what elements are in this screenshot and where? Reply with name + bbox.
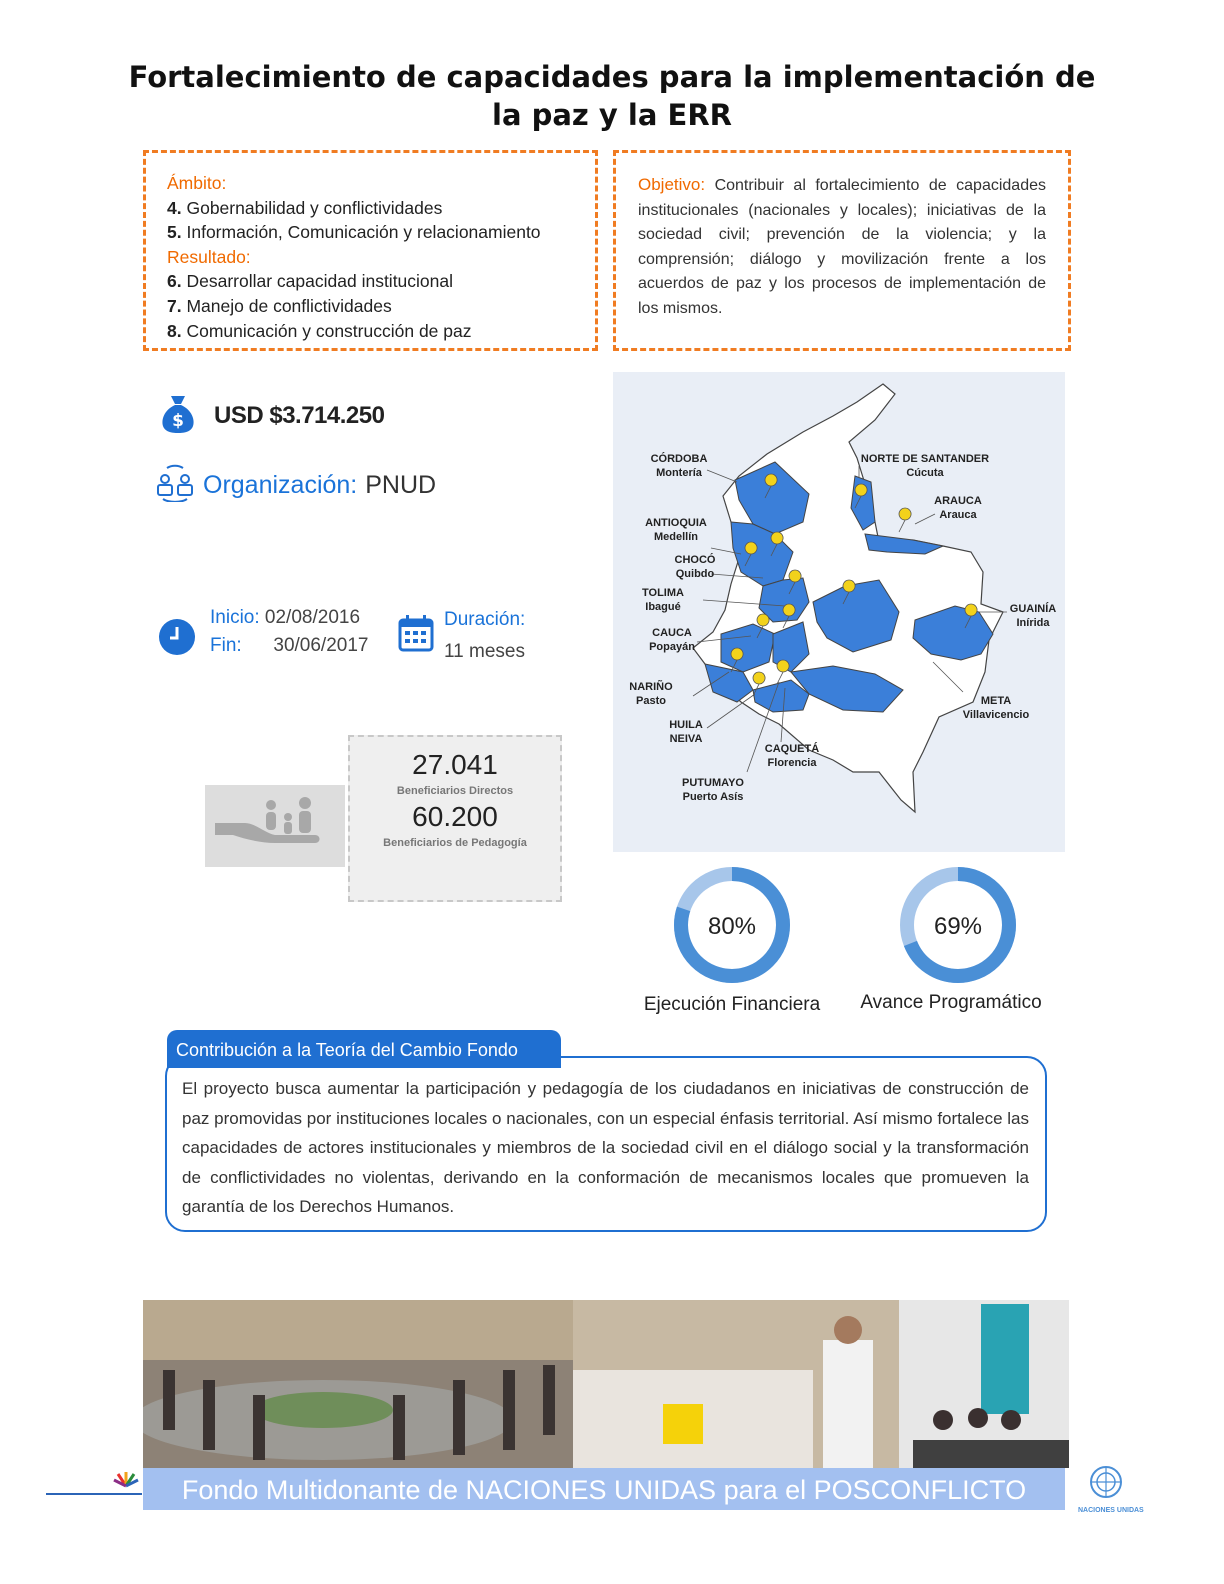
financial-donut	[660, 862, 800, 992]
direct-beneficiaries-label: Beneficiarios Directos	[396, 785, 514, 797]
map-label-tolima: TOLIMA Ibagué	[642, 587, 684, 613]
programmatic-donut	[886, 862, 1026, 992]
ambito-item: 5. Información, Comunicación y relacionamiento	[167, 222, 541, 243]
duration-label: Duración:	[444, 609, 526, 630]
un-logo: NACIONES UNIDAS	[1078, 1464, 1134, 1514]
organization-icon	[155, 462, 195, 509]
pedagogy-beneficiaries-value: 60.200	[412, 801, 498, 832]
financial-label: Ejecución Financiera	[643, 994, 821, 1015]
map-label-putumayo: PUTUMAYO Puerto Asís	[682, 777, 744, 803]
map-label-caqueta: CAQUETÁ Florencia	[764, 743, 820, 769]
start-date-row: Inicio: 02/08/2016	[210, 607, 361, 628]
programmatic-value: 69%	[933, 913, 983, 940]
family-hands-icon	[205, 785, 345, 867]
map-label-arauca: ARAUCA Arauca	[934, 495, 982, 521]
financial-value: 80%	[707, 913, 757, 940]
objetivo-box	[613, 150, 1071, 351]
objetivo-text: Contribuir al fortalecimiento de capacidades institucionales (nacionales y locales); iniciativas de la sociedad civil; prevención de la violencia; y la comprensión; diálogo y movilización frente a los acuerdos de paz y los procesos de implementación de los mismos.	[638, 177, 1046, 317]
calendar-icon	[398, 614, 434, 657]
svg-text:$: $	[172, 411, 184, 431]
ambito-item: 4. Gobernabilidad y conflictividades	[167, 197, 443, 218]
map-label-antioquia: ANTIOQUIA Medellín	[645, 517, 707, 543]
ambito-box	[143, 150, 598, 351]
map-label-huila: HUILA NEIVA	[669, 719, 703, 745]
page-title: Fortalecimiento de capacidades para la implementación de la paz y la ERR	[128, 60, 1096, 132]
resultado-item: 7. Manejo de conflictividades	[167, 295, 392, 316]
pedagogy-beneficiaries-label: Beneficiarios de Pedagogía	[383, 837, 527, 849]
clock-icon	[158, 618, 196, 661]
map-label-guainia: GUAINÍA Inírida	[1009, 603, 1057, 629]
map-label-narino: NARIÑO Pasto	[629, 681, 673, 707]
duration-value: 11 meses	[444, 641, 525, 662]
programmatic-label: Avance Programático	[860, 992, 1042, 1013]
resultado-item: 8. Comunicación y construcción de paz	[167, 320, 472, 341]
objetivo-heading: Objetivo:	[638, 175, 706, 194]
colombia-map	[613, 372, 1065, 852]
budget-row	[160, 392, 384, 439]
theory-text: El proyecto busca aumentar la participación y pedagogía de los ciudadanos en iniciativas de construcción de paz promovidas por instituciones locales o nacionales, con un especial énfasis territorial. Así mismo fortalece las capacidades de actores institucionales y miembros de la sociedad civil en el diálogo social y la transformación de conflictividades no violentas, derivando en la conformación de mecanismos locales que promueven la garantía de los Derechos Humanos.	[182, 1079, 1029, 1216]
ambito-heading: Ámbito:	[167, 173, 227, 193]
organization-value: PNUD	[365, 471, 437, 499]
map-label-meta: META Villavicencio	[962, 695, 1030, 721]
theory-box	[165, 1056, 1047, 1232]
end-date-row: Fin: 30/06/2017	[210, 635, 369, 656]
un-emblem-icon	[1084, 1464, 1128, 1502]
organization-row	[155, 462, 436, 509]
theory-heading: Contribución a la Teoría del Cambio Fondo	[167, 1030, 561, 1068]
map-label-cauca: CAUCA Popayán	[649, 627, 695, 653]
budget-amount: USD $3.714.250	[214, 401, 385, 429]
photo-strip	[143, 1300, 1069, 1468]
beneficiaries-box	[348, 735, 562, 902]
map-label-cordoba: CÓRDOBA Montería	[650, 453, 708, 479]
map-label-norte-santander: NORTE DE SANTANDER Cúcuta	[860, 453, 990, 479]
money-bag-icon	[160, 392, 196, 439]
fund-logo-icon	[46, 1470, 142, 1510]
resultado-heading: Resultado:	[167, 246, 251, 267]
map-label-choco: CHOCÓ Quibdo	[674, 554, 716, 580]
direct-beneficiaries-value: 27.041	[412, 749, 498, 780]
footer-banner: Fondo Multidonante de NACIONES UNIDAS para el POSCONFLICTO	[143, 1468, 1065, 1510]
resultado-item: 6. Desarrollar capacidad institucional	[167, 271, 454, 292]
organization-label: Organización:	[203, 471, 358, 499]
